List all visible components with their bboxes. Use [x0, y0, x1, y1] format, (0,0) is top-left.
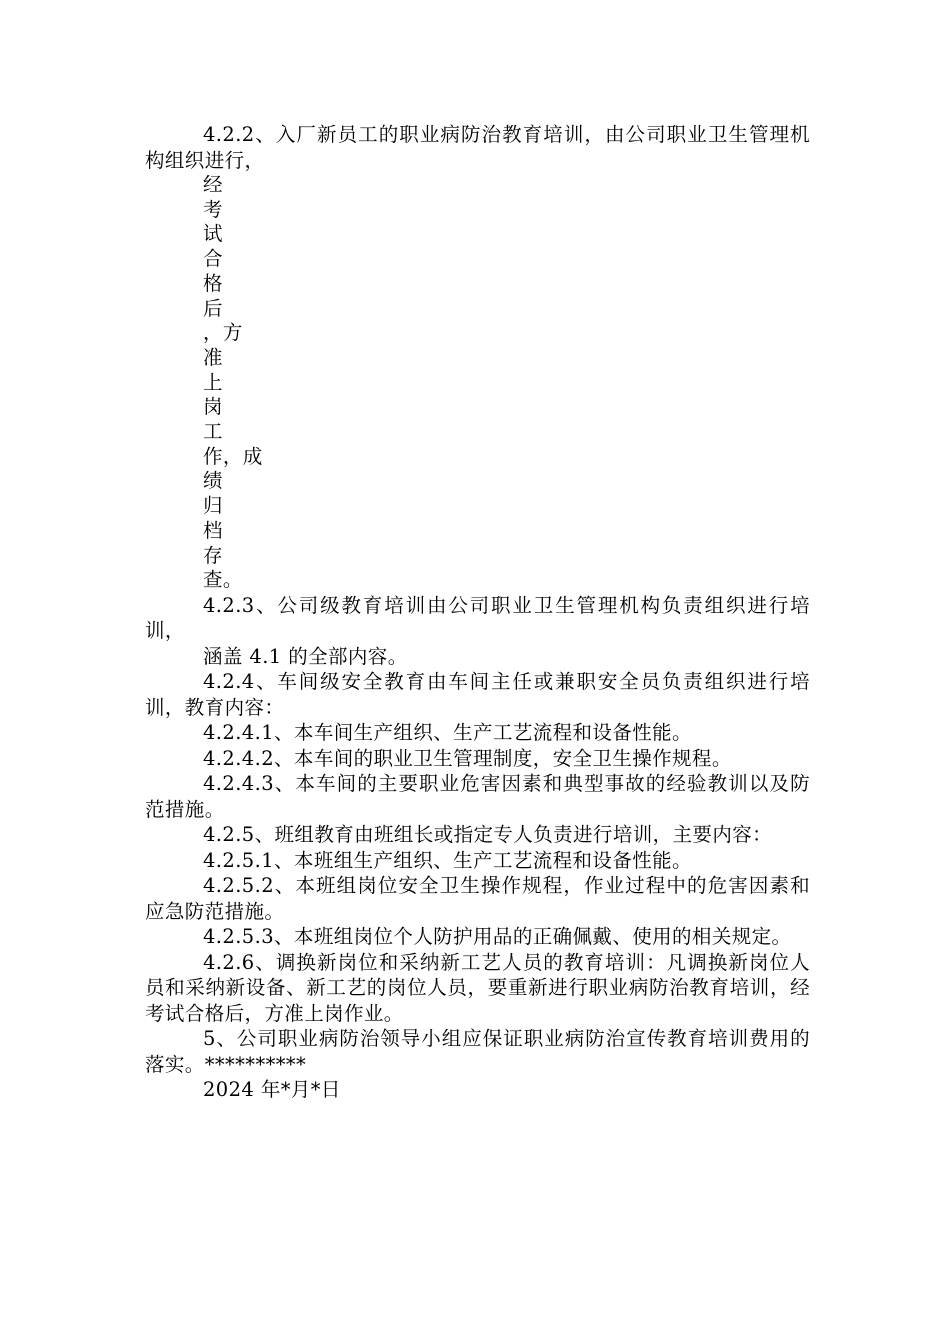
vertical-text-line: ，方	[203, 321, 243, 345]
paragraph-4-2-4-2: 4.2.4.2、本车间的职业卫生管理制度，安全卫生操作规程。	[203, 746, 732, 770]
paragraph-4-2-5-3: 4.2.5.3、本班组岗位个人防护用品的正确佩戴、使用的相关规定。	[203, 925, 792, 949]
paragraph-5: 5、公司职业病防治领导小组应保证职业病防治宣传教育培训费用的落实。**********	[145, 1027, 810, 1076]
vertical-text-line: 试	[203, 222, 223, 246]
document-body	[145, 122, 810, 1103]
vertical-text-line: 查。	[203, 568, 243, 592]
paragraph-4-2-4-3: 4.2.4.3、本车间的主要职业危害因素和典型事故的经验教训以及防范措施。	[145, 772, 810, 821]
paragraph-4-2-5: 4.2.5、班组教育由班组长或指定专人负责进行培训，主要内容：	[203, 823, 773, 847]
vertical-text-line: 工	[203, 420, 223, 444]
paragraph-4-2-5-2: 4.2.5.2、本班组岗位安全卫生操作规程，作业过程中的危害因素和应急防范措施。	[145, 874, 810, 923]
paragraph-4-2-3: 4.2.3、公司级教育培训由公司职业卫生管理机构负责组织进行培训，	[145, 593, 810, 643]
paragraph-4-2-3-continuation: 涵盖 4.1 的全部内容。	[203, 644, 408, 668]
paragraph-4-2-4-1: 4.2.4.1、本车间生产组织、生产工艺流程和设备性能。	[203, 721, 692, 745]
vertical-text-line: 存	[203, 543, 223, 567]
vertical-text-line: 后	[203, 296, 223, 320]
vertical-text-line: 合	[203, 247, 223, 271]
vertical-text-line: 档	[203, 518, 223, 542]
vertical-text-line: 岗	[203, 395, 223, 419]
document-date: 2024 年*月*日	[203, 1078, 341, 1102]
vertical-text-line: 作，成	[203, 444, 263, 468]
vertical-text-line: 准	[203, 345, 223, 369]
vertical-text-line: 上	[203, 370, 223, 394]
vertical-text-line: 经	[203, 173, 223, 196]
vertical-text-line: 归	[203, 494, 223, 518]
paragraph-4-2-2: 4.2.2、入厂新员工的职业病防治教育培训，由公司职业卫生管理机构组织进行，	[145, 123, 810, 172]
paragraph-4-2-6: 4.2.6、调换新岗位和采纳新工艺人员的教育培训：凡调换新岗位人员和采纳新设备、新工艺的岗位人员，要重新进行职业病防治教育培训，经考试合格后，方准上岗作业。	[145, 950, 810, 1025]
vertical-text-line: 格	[203, 271, 223, 295]
paragraph-4-2-5-1: 4.2.5.1、本班组生产组织、生产工艺流程和设备性能。	[203, 848, 692, 872]
vertical-text-line: 考	[203, 197, 223, 221]
paragraph-4-2-2-vertical-text	[145, 173, 333, 593]
vertical-text-line: 绩	[203, 469, 223, 493]
paragraph-4-2-4: 4.2.4、车间级安全教育由车间主任或兼职安全员负责组织进行培训，教育内容：	[145, 670, 810, 719]
